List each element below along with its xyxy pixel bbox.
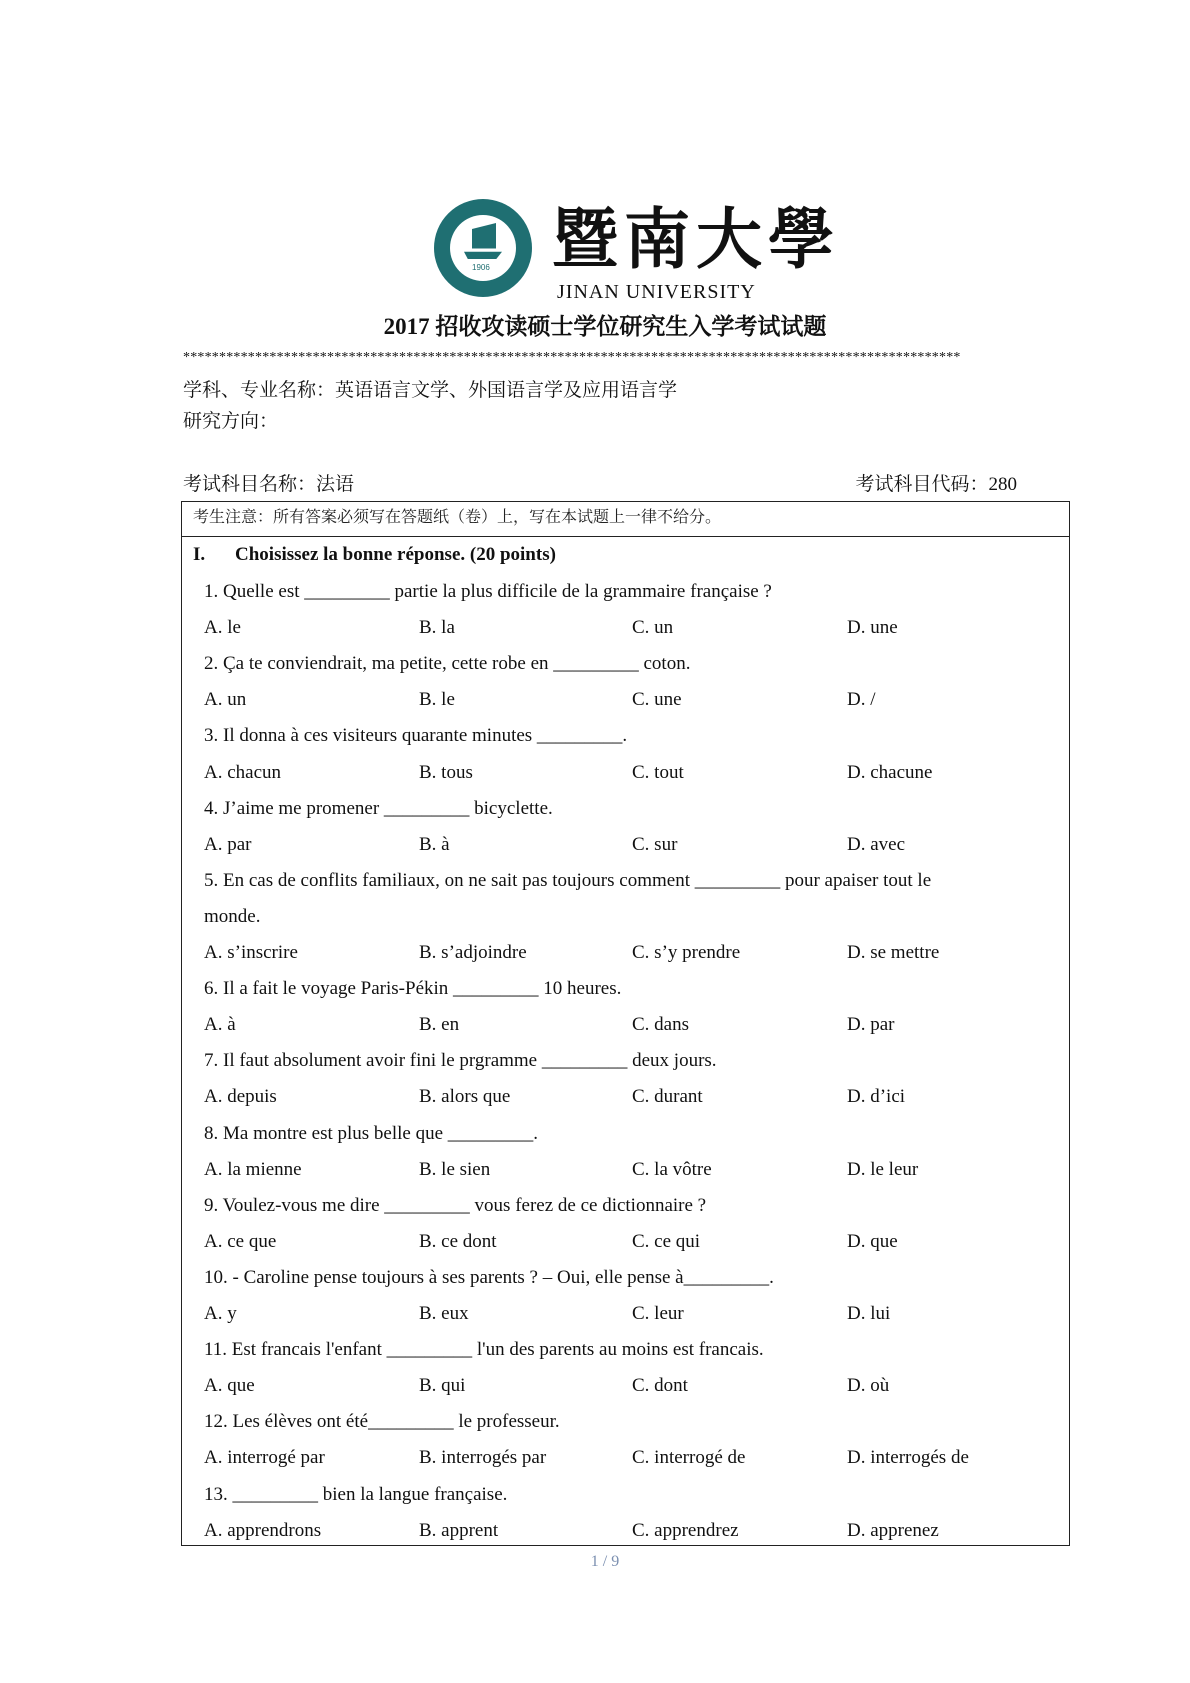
answer-option: B. en [419, 1014, 460, 1036]
answer-option: D. où [847, 1375, 890, 1397]
answer-option: D. avec [847, 833, 906, 855]
question-stem: 6. Il a fait le voyage Paris-Pékin _________ 10 heures. [204, 978, 622, 1000]
question-stem: 7. Il faut absolument avoir fini le prgramme _________ deux jours. [204, 1050, 717, 1072]
answer-option: D. / [847, 689, 876, 711]
answer-option: A. apprendrons [204, 1519, 322, 1541]
answer-option: C. interrogé de [632, 1447, 746, 1469]
question-stem: 12. Les élèves ont été_________ le professeur. [204, 1411, 560, 1433]
answer-option: B. interrogés par [419, 1447, 547, 1469]
answer-option: A. ce que [204, 1230, 277, 1252]
star-divider: ************************************************************************************************************ [183, 350, 961, 365]
question-stem: 4. J’aime me promener _________ bicyclette. [204, 797, 553, 819]
answer-option: A. que [204, 1375, 255, 1397]
section-number: I. [193, 544, 206, 565]
answer-option: D. se mettre [847, 942, 940, 963]
university-seal-logo: 1906 [434, 199, 532, 297]
subject-name: 考试科目名称：法语 [183, 474, 355, 495]
answer-option: B. la [419, 617, 455, 639]
question-box [181, 501, 1070, 1546]
answer-option: D. chacune [847, 761, 933, 783]
answer-option: D. une [847, 617, 898, 639]
answer-option: C. durant [632, 1086, 703, 1108]
question-stem: 10. - Caroline pense toujours à ses parents ? – Oui, elle pense à_________. [204, 1266, 774, 1288]
exam-title: 2017 招收攻读硕士学位研究生入学考试试题 [383, 314, 827, 339]
question-stem: 8. Ma montre est plus belle que _________. [204, 1122, 539, 1144]
direction-line: 研究方向： [183, 411, 279, 432]
answer-option: C. sur [632, 833, 678, 855]
section-title: Choisissez la bonne réponse. (20 points) [235, 544, 556, 565]
answer-option: B. apprent [419, 1519, 499, 1541]
question-stem: 5. En cas de conflits familiaux, on ne sait pas toujours comment _________ pour apaiser tout le [204, 869, 932, 891]
answer-option: A. la mienne [204, 1158, 302, 1180]
subject-code: 考试科目代码：280 [855, 474, 1017, 495]
answer-option: C. leur [632, 1303, 684, 1324]
page-number: 1 / 9 [590, 1553, 620, 1570]
major-line: 学科、专业名称：英语语言文学、外国语言学及应用语言学 [183, 380, 678, 401]
answer-option: D. que [847, 1230, 898, 1252]
university-name-cn: 暨南大學 [552, 200, 840, 278]
answer-option: C. tout [632, 761, 684, 783]
answer-option: D. interrogés de [847, 1447, 969, 1469]
answer-option: B. à [419, 833, 450, 855]
candidate-notice: 考生注意：所有答案必须写在答题纸（卷）上，写在本试题上一律不给分。 [182, 502, 1069, 537]
university-name-en: JINAN UNIVERSITY [557, 281, 756, 303]
question-stem: 11. Est francais l'enfant _________ l'un des parents au moins est francais. [204, 1339, 764, 1361]
answer-option: D. lui [847, 1303, 891, 1324]
question-stem: 9. Voulez-vous me dire _________ vous ferez de ce dictionnaire ? [204, 1194, 707, 1216]
answer-option: C. un [632, 617, 674, 639]
question-stem: 1. Quelle est _________ partie la plus difficile de la grammaire française ? [204, 581, 772, 602]
answer-option: B. s’adjoindre [419, 942, 527, 963]
answer-option: A. s’inscrire [204, 942, 298, 963]
answer-option: C. apprendrez [632, 1519, 739, 1541]
answer-option: B. qui [419, 1375, 466, 1397]
answer-option: C. la vôtre [632, 1158, 712, 1180]
answer-option: D. par [847, 1014, 895, 1036]
answer-option: A. un [204, 689, 247, 711]
answer-option: A. le [204, 617, 241, 639]
answer-option: A. à [204, 1014, 236, 1036]
answer-option: C. dans [632, 1014, 689, 1036]
answer-option: C. dont [632, 1375, 688, 1397]
answer-option: B. alors que [419, 1086, 511, 1108]
answer-option: D. le leur [847, 1158, 919, 1180]
answer-option: B. tous [419, 761, 473, 783]
answer-option: D. apprenez [847, 1519, 939, 1541]
question-stem: 2. Ça te conviendrait, ma petite, cette robe en _________ coton. [204, 653, 691, 675]
answer-option: A. y [204, 1303, 237, 1324]
answer-option: D. d’ici [847, 1086, 906, 1108]
answer-option: B. eux [419, 1303, 469, 1324]
question-stem-continued: monde. [204, 905, 261, 927]
answer-option: C. ce qui [632, 1230, 701, 1252]
answer-option: A. par [204, 833, 252, 855]
section-heading [193, 542, 556, 568]
answer-option: B. le sien [419, 1158, 491, 1180]
answer-option: B. ce dont [419, 1230, 497, 1252]
answer-option: A. chacun [204, 761, 282, 783]
question-stem: 13. _________ bien la langue française. [204, 1483, 508, 1505]
answer-option: A. interrogé par [204, 1447, 325, 1469]
answer-option: A. depuis [204, 1086, 277, 1108]
answer-option: B. le [419, 689, 455, 711]
answer-option: C. s’y prendre [632, 942, 741, 963]
question-stem: 3. Il donna à ces visiteurs quarante minutes _________. [204, 725, 628, 747]
answer-option: C. une [632, 689, 682, 711]
